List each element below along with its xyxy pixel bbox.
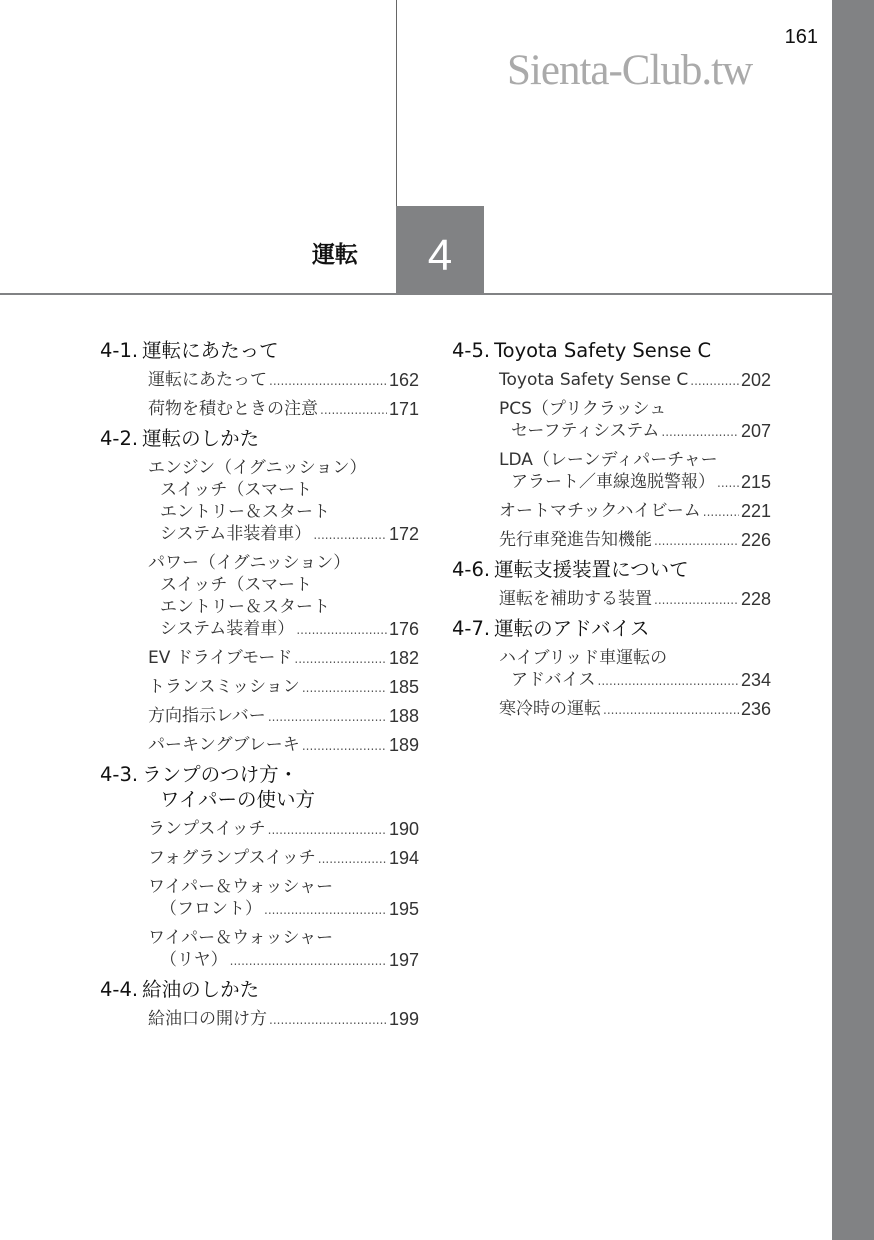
toc-page-number[interactable]: 195 <box>388 899 419 919</box>
toc-entry[interactable] <box>148 549 419 644</box>
toc-page-number[interactable]: 162 <box>388 370 419 390</box>
toc-entry[interactable] <box>499 366 771 395</box>
section-title: Toyota Safety Sense C <box>494 339 712 362</box>
toc-entry-text: エントリー＆スタート <box>160 597 330 617</box>
toc-column-right <box>452 336 771 724</box>
toc-entry-last-line <box>148 734 419 757</box>
toc-entry[interactable] <box>499 446 771 497</box>
toc-entry-text: PCS（プリクラッシュ <box>499 399 667 419</box>
watermark: Sienta-Club.tw <box>507 47 753 94</box>
section-title: 運転のしかた <box>142 427 260 450</box>
toc-entry-last-line <box>148 949 419 972</box>
toc-entry-last-line <box>148 369 419 392</box>
toc-entry-text: （フロント） <box>160 899 262 919</box>
toc-entry[interactable] <box>148 702 419 731</box>
toc-entry-text: システム装着車） <box>160 619 295 639</box>
leader-dots <box>318 847 387 870</box>
toc-page-number[interactable]: 188 <box>388 706 419 726</box>
leader-dots <box>269 1008 387 1031</box>
leader-dots <box>296 618 387 641</box>
section-number: 4-1. <box>100 339 139 362</box>
section-heading[interactable] <box>452 614 771 644</box>
toc-entry[interactable] <box>148 673 419 702</box>
toc-entry[interactable] <box>148 815 419 844</box>
toc-entry[interactable] <box>148 1005 419 1034</box>
toc-entry-last-line <box>499 529 771 552</box>
toc-entry-last-line <box>148 1008 419 1031</box>
toc-entry[interactable] <box>499 695 771 724</box>
toc-entry[interactable] <box>148 731 419 760</box>
leader-dots <box>661 420 739 443</box>
toc-entry-text: セーフティシステム <box>511 421 660 441</box>
toc-entry-text: 運転を補助する装置 <box>499 589 652 609</box>
leader-dots <box>264 898 387 921</box>
toc-entry-text: スイッチ（スマート <box>160 575 312 595</box>
toc-column-left <box>100 336 419 1034</box>
toc-entry-text: パワー（イグニッション） <box>148 553 351 573</box>
section-title: 運転にあたって <box>142 339 279 362</box>
toc-page-number[interactable]: 172 <box>388 524 419 544</box>
toc-entry[interactable] <box>148 644 419 673</box>
toc-entry-text: アドバイス <box>511 670 596 690</box>
toc-page-number[interactable]: 202 <box>740 370 771 390</box>
leader-dots <box>294 647 387 670</box>
leader-dots <box>269 369 387 392</box>
toc-entry-text: 寒冷時の運転 <box>499 699 601 719</box>
leader-dots <box>703 500 739 523</box>
toc-page-number[interactable]: 171 <box>388 399 419 419</box>
toc-entry[interactable] <box>148 924 419 975</box>
toc-entry-text: フォグランプスイッチ <box>148 848 316 868</box>
toc-page-number[interactable]: 228 <box>740 589 771 609</box>
toc-entry-text: トランスミッション <box>148 677 300 697</box>
toc-page-number[interactable]: 197 <box>388 950 419 970</box>
toc-entry-text: エントリー＆スタート <box>160 502 330 522</box>
toc-entry-last-line <box>148 898 419 921</box>
section-number: 4-7. <box>452 617 491 640</box>
toc-entry-text: エンジン（イグニッション） <box>148 458 367 478</box>
toc-entry-text: 運転にあたって <box>148 370 267 390</box>
toc-page-number[interactable]: 189 <box>388 735 419 755</box>
section-heading[interactable] <box>100 975 419 1005</box>
chapter-tab-sidebar <box>832 0 874 1240</box>
toc-page-number[interactable]: 207 <box>740 421 771 441</box>
toc-entry-last-line <box>148 847 419 870</box>
toc-page-number[interactable]: 236 <box>740 699 771 719</box>
leader-dots <box>654 529 739 552</box>
toc-entry-last-line <box>148 676 419 699</box>
section-number: 4-4. <box>100 978 139 1001</box>
toc-entry-text: EV ドライブモード <box>148 648 293 668</box>
leader-dots <box>603 698 739 721</box>
toc-page-number[interactable]: 190 <box>388 819 419 839</box>
section-title: ランプのつけ方・ <box>142 763 299 786</box>
leader-dots <box>302 734 387 757</box>
toc-entry-last-line <box>499 369 771 392</box>
toc-entry[interactable] <box>148 844 419 873</box>
leader-dots <box>268 818 387 841</box>
toc-page-number[interactable]: 176 <box>388 619 419 639</box>
toc-entry[interactable] <box>499 395 771 446</box>
toc-entry-text: オートマチックハイビーム <box>499 501 701 521</box>
section-heading[interactable] <box>100 336 419 366</box>
section-heading[interactable] <box>100 760 419 815</box>
section-heading[interactable] <box>452 555 771 585</box>
toc-entry-text: 給油口の開け方 <box>148 1009 267 1029</box>
section-number: 4-3. <box>100 763 139 786</box>
toc-entry-last-line <box>148 523 419 546</box>
toc-entry-last-line <box>499 669 771 692</box>
toc-entry-text: 荷物を積むときの注意 <box>148 399 318 419</box>
chapter-number-box: 4 <box>396 206 484 294</box>
toc-entry-last-line <box>148 647 419 670</box>
toc-page-number[interactable]: 221 <box>740 501 771 521</box>
leader-dots <box>320 398 387 421</box>
toc-entry[interactable] <box>148 454 419 549</box>
toc-page-number[interactable]: 226 <box>740 530 771 550</box>
toc-entry-text: システム非装着車） <box>160 524 312 544</box>
toc-entry[interactable] <box>499 526 771 555</box>
vertical-divider <box>396 0 397 206</box>
toc-entry-last-line <box>499 500 771 523</box>
toc-entry[interactable] <box>499 644 771 695</box>
toc-page-number[interactable]: 182 <box>388 648 419 668</box>
leader-dots <box>654 588 739 611</box>
toc-entry[interactable] <box>499 585 771 614</box>
page-number: 161 <box>784 26 818 48</box>
leader-dots <box>598 669 739 692</box>
leader-dots <box>302 676 387 699</box>
toc-entry-last-line <box>499 698 771 721</box>
toc-entry[interactable] <box>499 497 771 526</box>
toc-entry-text: ワイパー＆ウォッシャー <box>148 928 334 948</box>
chapter-title: 運転 <box>312 242 358 268</box>
toc-entry-last-line <box>148 705 419 728</box>
toc-entry[interactable] <box>148 395 419 424</box>
toc-entry-text: Toyota Safety Sense C <box>499 370 689 390</box>
toc-entry-last-line <box>148 618 419 641</box>
toc-entry-text: アラート／車線逸脱警報） <box>511 472 715 492</box>
toc-entry-last-line <box>499 588 771 611</box>
section-title: ワイパーの使い方 <box>160 788 316 811</box>
section-heading[interactable] <box>452 336 771 366</box>
toc-entry-last-line <box>499 471 771 494</box>
toc-entry-text: ランプスイッチ <box>148 819 266 839</box>
section-number: 4-6. <box>452 558 491 581</box>
section-number: 4-5. <box>452 339 491 362</box>
toc-entry-text: スイッチ（スマート <box>160 480 312 500</box>
toc-entry[interactable] <box>148 366 419 395</box>
toc-entry-text: 方向指示レバー <box>148 706 266 726</box>
toc-entry[interactable] <box>148 873 419 924</box>
toc-entry-last-line <box>499 420 771 443</box>
toc-page-number[interactable]: 185 <box>388 677 419 697</box>
toc-entry-text: 先行車発進告知機能 <box>499 530 652 550</box>
toc-entry-text: パーキングブレーキ <box>148 735 300 755</box>
section-heading[interactable] <box>100 424 419 454</box>
toc-entry-text: LDA（レーンディパーチャー <box>499 450 718 470</box>
section-title: 運転のアドバイス <box>494 617 650 640</box>
leader-dots <box>313 523 387 546</box>
leader-dots <box>690 369 739 392</box>
toc-entry-text: ワイパー＆ウォッシャー <box>148 877 334 897</box>
toc-entry-text: ハイブリッド車運転の <box>499 648 668 668</box>
toc-page-number[interactable]: 194 <box>388 848 419 868</box>
toc-entry-text: （リヤ） <box>160 950 228 970</box>
toc-page-number[interactable]: 234 <box>740 670 771 690</box>
leader-dots <box>717 471 739 494</box>
section-title: 運転支援装置について <box>494 558 689 581</box>
section-number: 4-2. <box>100 427 139 450</box>
toc-page-number[interactable]: 215 <box>740 472 771 492</box>
toc-entry-last-line <box>148 398 419 421</box>
toc-entry-last-line <box>148 818 419 841</box>
section-title: 給油のしかた <box>142 978 260 1001</box>
toc-page-number[interactable]: 199 <box>388 1009 419 1029</box>
leader-dots <box>230 949 387 972</box>
leader-dots <box>268 705 387 728</box>
